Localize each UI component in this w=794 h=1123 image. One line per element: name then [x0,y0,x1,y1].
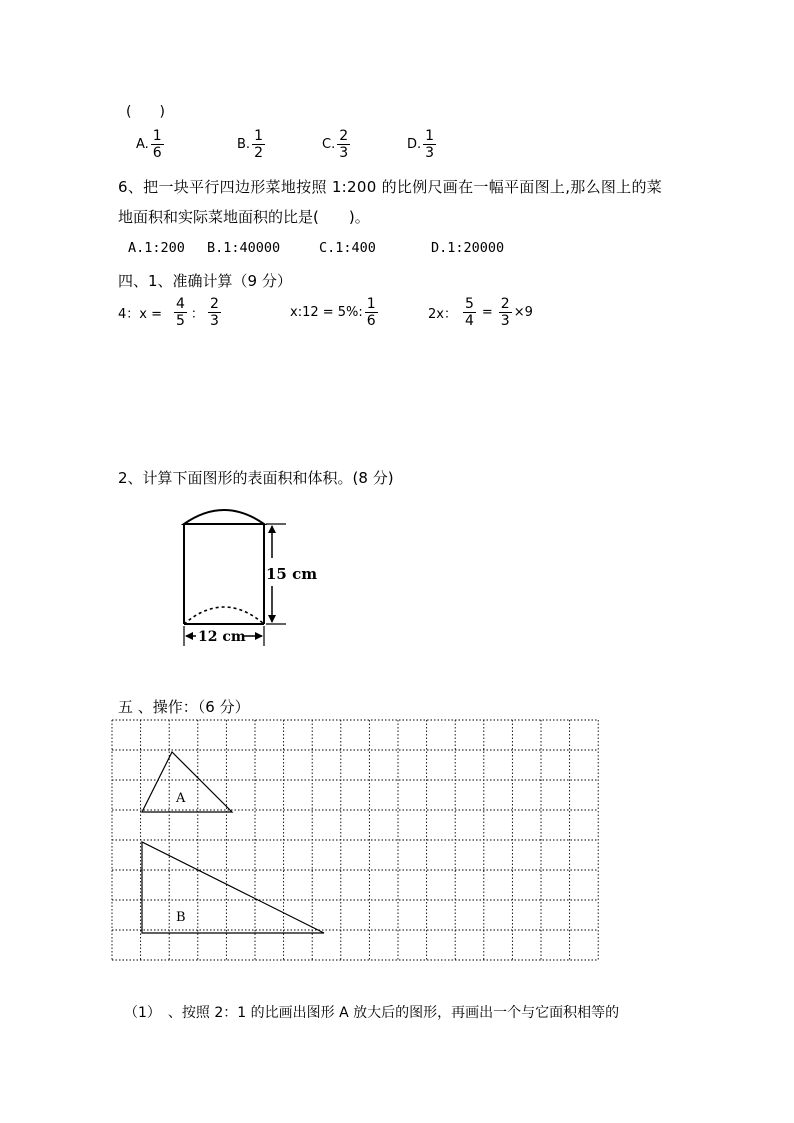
equation-prefix: x:12 = 5%: [290,305,363,320]
equation-prefix: 4：x = [118,307,162,322]
equation-1 [118,296,221,329]
section-4-heading: 四、1、准确计算（9 分） [118,272,292,290]
option-label: B. [237,137,251,152]
q5-option-b [237,128,265,161]
equals-sign: = [481,305,493,320]
ratio-separator: ： [190,307,204,322]
fraction: $\frac{1}{3}$ [425,128,435,161]
equation-prefix: 2x： [428,307,457,322]
equation-suffix: ×9 [513,305,533,320]
arrow-up-icon [268,525,276,533]
q6-text-line1: 6、把一块平行四边形菜地按照 1:200 的比例尺画在一幅平面图上,那么图上的菜 [118,178,663,196]
arrow-left-icon [185,632,193,640]
dotted-grid [110,716,602,966]
q6-option-c: C.1:400 [319,240,376,256]
q6-option-b: B.1:40000 [207,240,281,256]
q6-option-a: A.1:200 [128,240,185,256]
equation-3 [428,296,533,329]
operation-instruction: （1） 、按照 2：1 的比画出图形 A 放大后的图形，再画出一个与它面积相等的 [124,1005,620,1021]
fraction: $\frac{5}{4}$ [464,296,474,329]
cylinder-top-arc [184,510,264,524]
arrow-down-icon [268,615,276,623]
q6-option-d: D.1:20000 [431,240,505,256]
fraction: $\frac{2}{3}$ [339,128,349,161]
q5-option-d [407,128,436,161]
triangle-b-label: B [176,910,186,925]
triangle-b [142,842,324,933]
option-label: C. [322,137,336,152]
answer-parentheses: ( ) [126,104,165,120]
q5-option-c [322,128,350,161]
cylinder-figure [170,494,330,654]
q5-option-a [136,128,164,161]
width-label: 12 cm [198,629,246,645]
height-label: 15 cm [266,565,318,583]
equation-2 [290,296,378,329]
fraction: $\frac{4}{5}$ [176,296,185,329]
question-2-text: 2、计算下面图形的表面积和体积。(8 分) [118,469,394,487]
cylinder-hidden-arc [184,607,264,624]
arrow-right-icon [255,632,263,640]
fraction: $\frac{1}{6}$ [152,128,162,161]
triangle-a-label: A [176,791,186,806]
option-label: A. [136,137,149,152]
q6-text-line2: 地面积和实际菜地面积的比是( )。 [118,208,370,226]
triangle-a [142,752,232,812]
fraction: $\frac{1}{6}$ [366,296,376,329]
fraction: $\frac{2}{3}$ [500,296,510,329]
fraction: $\frac{2}{3}$ [209,296,219,329]
section-5-heading: 五 、操作：（6 分） [118,698,250,716]
option-label: D. [407,137,422,152]
fraction: $\frac{1}{2}$ [254,128,263,161]
